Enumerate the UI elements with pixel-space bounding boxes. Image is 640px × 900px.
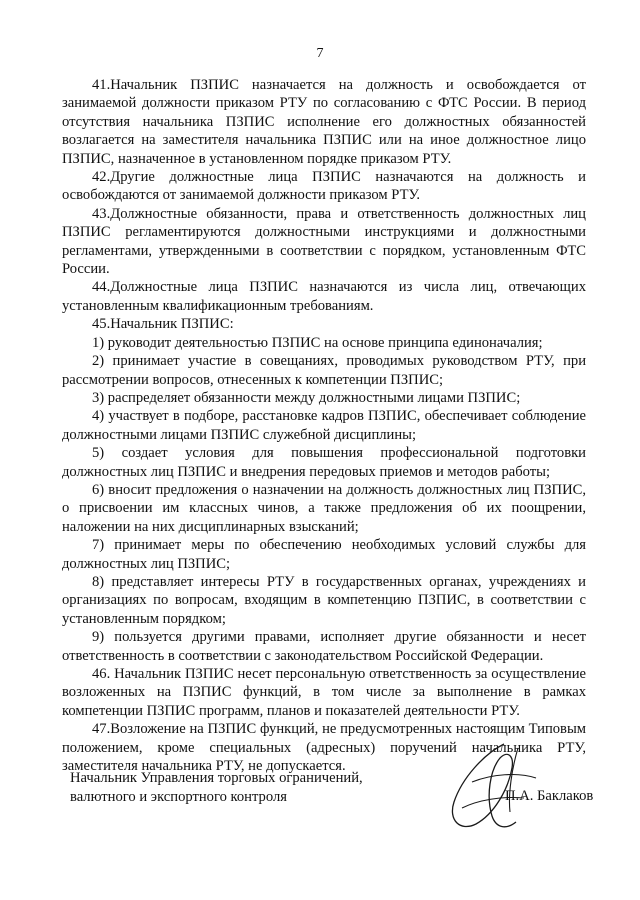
paragraph-45-heading: 45.Начальник ПЗПИС:: [92, 316, 234, 333]
signatory-title: [70, 769, 370, 807]
list-item-7: 7) принимает меры по обеспечению необходимых условий службы для должностных лиц ПЗПИС;: [62, 537, 586, 572]
list-item-2: 2) принимает участие в совещаниях, проводимых руководством РТУ, при рассмотрении вопросов, отнесенных к компетенции ПЗПИС;: [62, 353, 586, 388]
paragraph-42: 42.Другие должностные лица ПЗПИС назначаются на должность и освобождаются от занимаемой должности приказом РТУ.: [62, 169, 586, 204]
signatory-title-line-2: валютного и экспортного контроля: [70, 789, 287, 805]
list-item-1: 1) руководит деятельностью ПЗПИС на основе принципа единоначалия;: [92, 334, 543, 351]
page-number: 7: [316, 46, 324, 61]
paragraph-47: 47.Возложение на ПЗПИС функций, не предусмотренных настоящим Типовым положением, кроме специальных (адресных) поручений начальника РТУ, заместителя начальника РТУ, не допускается.: [62, 721, 586, 775]
paragraph-46: 46. Начальник ПЗПИС несет персональную ответственность за осуществление возложенных на ПЗПИС функций, в том числе за выполнение в рамках компетенции ПЗПИС программ, планов и показателей деятельности РТУ.: [62, 666, 586, 719]
list-item-3: 3) распределяет обязанности между должностными лицами ПЗПИС;: [92, 389, 521, 406]
paragraph-44: 44.Должностные лица ПЗПИС назначаются из числа лиц, отвечающих установленным квалификационным требованиям.: [62, 279, 586, 314]
list-item-8: 8) представляет интересы РТУ в государственных органах, учреждениях и организациях по вопросам, входящим в компетенцию ПЗПИС, в соответствии с установленным порядком;: [62, 573, 586, 627]
list-item-9: 9) пользуется другими правами, исполняет другие обязанности и несет ответственность в соответствии с законодательством Российской Федерации.: [62, 629, 586, 664]
list-item-4: 4) участвует в подборе, расстановке кадров ПЗПИС, обеспечивает соблюдение должностными лицами ПЗПИС служебной дисциплины;: [62, 408, 586, 443]
list-item-5: 5) создает условия для повышения профессиональной подготовки должностных лиц ПЗПИС и внедрения передовых приемов и методов работы;: [62, 445, 586, 480]
signer-name: П.А. Баклаков: [505, 788, 594, 804]
document-body: [62, 76, 586, 775]
signatory-title-line-1: Начальник Управления торговых ограничений,: [70, 770, 363, 786]
paragraph-41: 41.Начальник ПЗПИС назначается на должность и освобождается от занимаемой должности приказом РТУ по согласованию с ФТС России. В период отсутствия начальника ПЗПИС исполнение его должностных обязанностей возлагается на заместителя начальника ПЗПИС или на иное должностное лицо ПЗПИС, назначенное в установленном порядке приказом РТУ.: [62, 77, 586, 167]
list-item-6: 6) вносит предложения о назначении на должность должностных лиц ПЗПИС, о присвоении им классных чинов, а также предложения об их поощрении, наложении на них дисциплинарных взысканий;: [62, 481, 586, 535]
paragraph-43: 43.Должностные обязанности, права и ответственность должностных лиц ПЗПИС регламентируются должностными инструкциями и должностными регламентами, утвержденными в соответствии с порядком, установленным ФТС России.: [62, 205, 586, 278]
